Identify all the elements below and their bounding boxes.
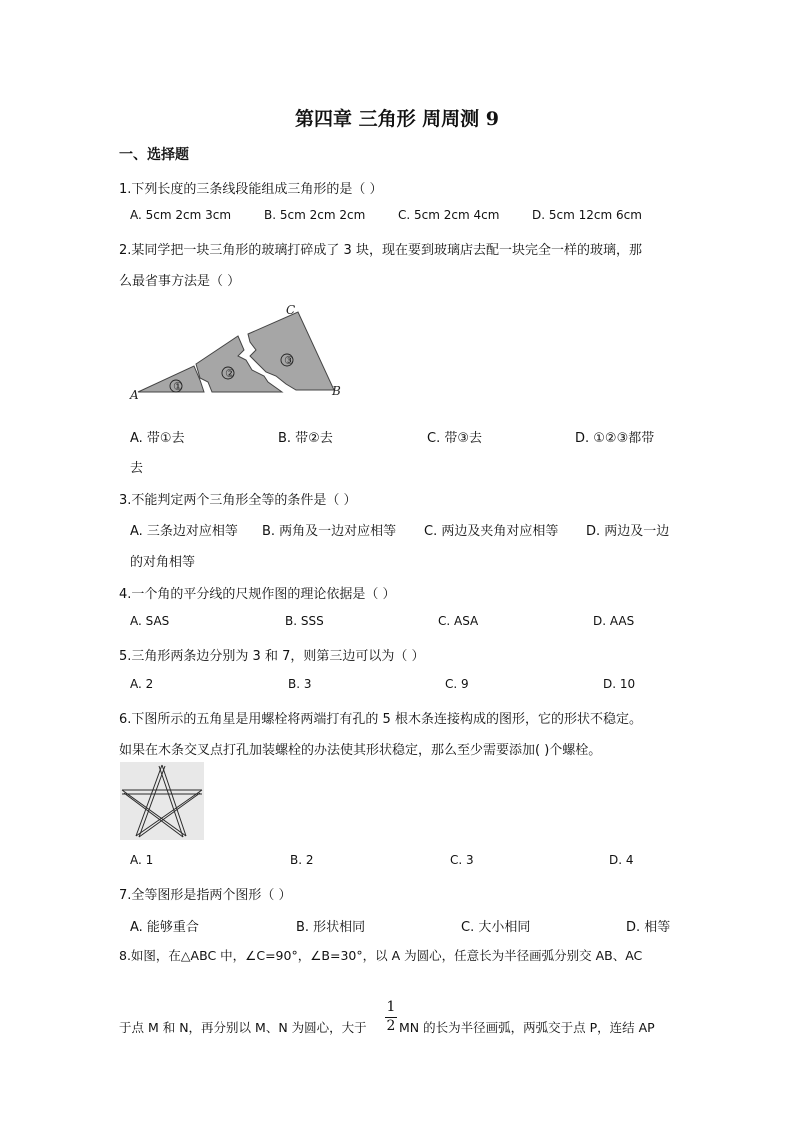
question-5-option-a: A. 2 (130, 677, 154, 691)
section-heading: 一、选择题 (119, 147, 189, 163)
question-4-stem: 4.一个角的平分线的尺规作图的理论依据是（ ） (119, 587, 396, 602)
question-7-stem: 7.全等图形是指两个图形（ ） (119, 888, 292, 903)
question-1-stem: 1.下列长度的三条线段能组成三角形的是（ ） (119, 182, 383, 197)
question-1-option-a: A. 5cm 2cm 3cm (130, 208, 232, 222)
question-1-option-b: B. 5cm 2cm 2cm (264, 208, 366, 222)
question-8-line-1: 8.如图，在△ABC 中，∠C=90°，∠B=30°，以 A 为圆心，任意长为半径画弧分别交 AB、AC (119, 948, 643, 963)
question-4-option-c: C. ASA (438, 614, 479, 628)
question-1-option-c: C. 5cm 2cm 4cm (398, 208, 500, 222)
question-1-option-d: D. 5cm 12cm 6cm (532, 208, 642, 222)
question-4-option-b: B. SSS (285, 614, 324, 628)
fraction-numerator: 1 (386, 999, 396, 1015)
question-4-option-d: D. AAS (593, 614, 635, 628)
question-6-option-c: C. 3 (450, 853, 474, 867)
question-6-stem-line-1: 6.下图所示的五角星是用螺栓将两端打有孔的 5 根木条连接构成的图形，它的形状不稳定。 (119, 712, 642, 727)
question-2-option-c: C. 带③去 (427, 431, 482, 446)
question-6-stem-line-2: 如果在木条交叉点打孔加装螺栓的办法使其形状稳定，那么至少需要添加( )个螺栓。 (119, 743, 602, 758)
vertex-b-label: B (332, 384, 341, 398)
question-8-line-2-end: MN 的长为半径画弧，两弧交于点 P，连结 AP (399, 1020, 655, 1035)
question-5-option-b: B. 3 (288, 677, 312, 691)
question-6-option-d: D. 4 (609, 853, 634, 867)
question-2-option-b: B. 带②去 (278, 431, 333, 446)
question-7-option-c: C. 大小相同 (461, 920, 531, 935)
question-2-stem-line-2: 么最省事方法是（ ） (119, 274, 241, 289)
page-title: 第四章 三角形 周周测 9 (294, 108, 500, 130)
question-2-stem-line-1: 2.某同学把一块三角形的玻璃打碎成了 3 块，现在要到玻璃店去配一块完全一样的玻璃，那 (119, 243, 642, 258)
star-figure (120, 762, 204, 840)
piece-1-label: ① (173, 380, 183, 393)
question-3-stem: 3.不能判定两个三角形全等的条件是（ ） (119, 493, 357, 508)
question-5-option-c: C. 9 (445, 677, 469, 691)
question-7-option-a: A. 能够重合 (130, 920, 199, 935)
question-3-option-d-continued: 的对角相等 (130, 555, 196, 570)
question-2-option-d: D. ①②③都带 (575, 431, 655, 446)
glass-piece-1 (138, 366, 204, 392)
question-4-option-a: A. SAS (130, 614, 170, 628)
question-2-option-a: A. 带①去 (130, 431, 185, 446)
fraction-denominator: 2 (386, 1018, 396, 1034)
piece-3-label: ③ (284, 354, 294, 367)
question-7-option-d: D. 相等 (626, 920, 671, 935)
piece-2-label: ② (225, 367, 235, 380)
vertex-c-label: C (286, 303, 296, 317)
question-6-option-a: A. 1 (130, 853, 154, 867)
vertex-a-label: A (130, 388, 139, 402)
question-5-option-d: D. 10 (603, 677, 636, 691)
question-3-option-a: A. 三条边对应相等 (130, 524, 238, 539)
question-3-option-c: C. 两边及夹角对应相等 (424, 524, 559, 539)
question-5-stem: 5.三角形两条边分别为 3 和 7，则第三边可以为（ ） (119, 649, 425, 664)
question-2-option-d-continued: 去 (130, 461, 144, 476)
question-7-option-b: B. 形状相同 (296, 920, 366, 935)
question-6-option-b: B. 2 (290, 853, 314, 867)
question-3-option-b: B. 两角及一边对应相等 (262, 524, 397, 539)
broken-glass-figure (126, 298, 358, 402)
question-8-line-2-start: 于点 M 和 N，再分别以 M、N 为圆心，大于 (119, 1020, 367, 1035)
question-3-option-d: D. 两边及一边 (586, 524, 670, 539)
